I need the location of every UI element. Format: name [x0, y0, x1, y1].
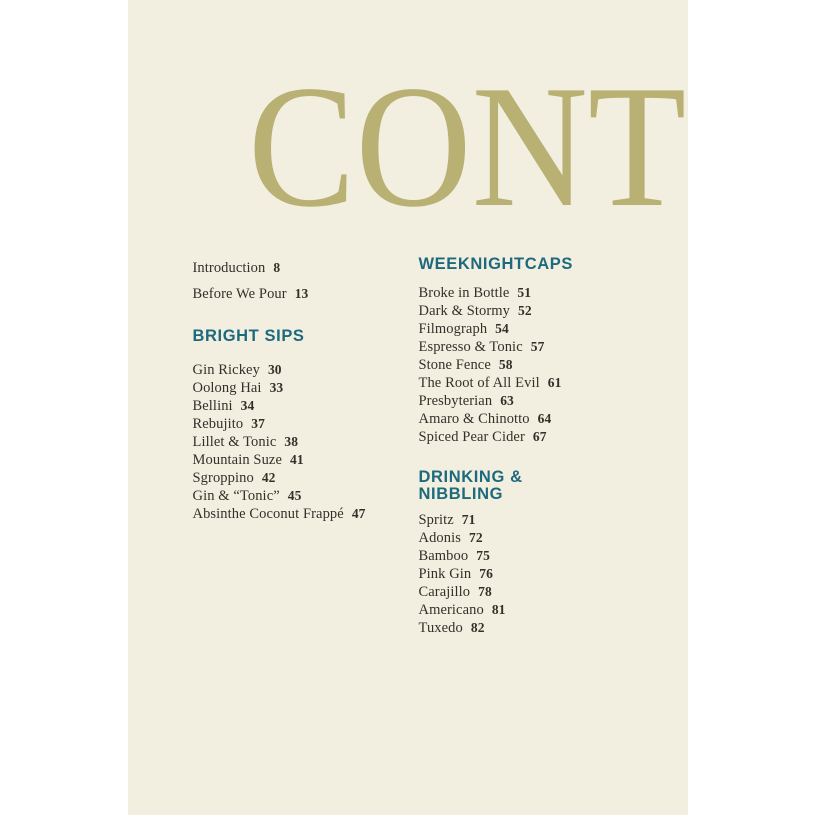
toc-entry — [419, 619, 506, 637]
entry-page-number: 45 — [287, 488, 302, 503]
section-heading-weeknightcaps: WEEKNIGHTCAPS — [418, 255, 573, 273]
entry-name: Broke in Bottle — [418, 285, 510, 301]
toc-entry — [419, 284, 562, 302]
entry-name: The Root of All Evil — [418, 375, 540, 391]
toc-entry — [419, 320, 562, 338]
entry-page-number: 81 — [491, 602, 506, 617]
toc-entry — [419, 511, 506, 529]
entry-page-number: 47 — [351, 506, 366, 521]
entry-name: Before We Pour — [192, 286, 287, 302]
entry-name: Introduction — [192, 260, 266, 276]
toc-entry — [419, 583, 506, 601]
entry-name: Spritz — [418, 512, 454, 528]
entry-name: Gin & “Tonic” — [192, 488, 280, 504]
entry-page-number: 33 — [269, 380, 284, 395]
entry-name: Espresso & Tonic — [418, 339, 523, 355]
entry-page-number: 42 — [261, 470, 276, 485]
entry-page-number: 37 — [251, 416, 265, 431]
entry-page-number: 82 — [470, 620, 485, 635]
entry-name: Bellini — [192, 398, 233, 414]
entry-name: Dark & Stormy — [418, 303, 511, 319]
toc-entry — [193, 433, 366, 451]
toc-entry — [419, 302, 562, 320]
entry-name: Pink Gin — [418, 566, 472, 582]
toc-entry — [193, 451, 366, 469]
entry-page-number: 58 — [498, 357, 513, 372]
toc-entry — [193, 259, 309, 277]
entry-page-number: 13 — [294, 286, 309, 301]
entry-page-number: 63 — [500, 393, 514, 408]
entry-name: Adonis — [418, 530, 461, 546]
entry-name: Filmograph — [418, 321, 488, 337]
entry-page-number: 67 — [532, 429, 547, 444]
entry-page-number: 61 — [547, 375, 562, 390]
entry-page-number: 78 — [478, 584, 492, 599]
entry-name: Oolong Hai — [192, 380, 262, 396]
toc-entry — [419, 428, 562, 446]
entry-page-number: 71 — [461, 512, 476, 527]
toc-entry — [193, 415, 366, 433]
entry-name: Stone Fence — [418, 357, 491, 373]
entry-name: Americano — [418, 602, 484, 618]
entry-name: Mountain Suze — [192, 452, 282, 468]
toc-entry — [419, 392, 562, 410]
entry-page-number: 64 — [537, 411, 552, 426]
entry-name: Gin Rickey — [192, 362, 260, 378]
section-heading-bright-sips: BRIGHT SIPS — [192, 327, 305, 345]
book-page — [128, 0, 688, 815]
entry-page-number: 51 — [517, 285, 532, 300]
entry-page-number: 57 — [530, 339, 545, 354]
entry-name: Amaro & Chinotto — [418, 411, 530, 427]
toc-entry — [419, 338, 562, 356]
entry-name: Carajillo — [418, 584, 471, 600]
entry-name: Spiced Pear Cider — [418, 429, 525, 445]
toc-entry — [419, 529, 506, 547]
section-heading-drinking-nibbling: DRINKING & NIBBLING — [418, 468, 523, 503]
entry-name: Lillet & Tonic — [192, 434, 277, 450]
entry-name: Tuxedo — [418, 620, 463, 636]
entry-name: Absinthe Coconut Frappé — [192, 506, 344, 522]
toc-entry — [419, 601, 506, 619]
entry-page-number: 34 — [240, 398, 255, 413]
toc-entry — [193, 379, 366, 397]
section-list-bright-sips — [193, 361, 366, 523]
toc-entry — [419, 356, 562, 374]
entry-name: Rebujito — [192, 416, 244, 432]
entry-page-number: 52 — [518, 303, 532, 318]
entry-page-number: 76 — [479, 566, 493, 581]
entry-page-number: 8 — [273, 260, 281, 275]
toc-entry — [193, 361, 366, 379]
toc-entry — [193, 285, 309, 303]
entry-page-number: 30 — [267, 362, 282, 377]
entry-page-number: 72 — [469, 530, 483, 545]
entry-page-number: 54 — [495, 321, 509, 336]
entry-name: Bamboo — [418, 548, 469, 564]
entry-name: Presbyterian — [418, 393, 493, 409]
entry-page-number: 75 — [476, 548, 490, 563]
toc-entry — [193, 505, 366, 523]
section-list-weeknightcaps — [419, 284, 562, 446]
contents-title: CONT — [247, 49, 686, 243]
toc-entry — [193, 397, 366, 415]
toc-entry — [419, 547, 506, 565]
toc-entry — [193, 469, 366, 487]
toc-entry — [419, 565, 506, 583]
entry-page-number: 38 — [284, 434, 299, 449]
front-matter-list — [193, 259, 309, 311]
toc-entry — [419, 374, 562, 392]
entry-name: Sgroppino — [192, 470, 254, 486]
entry-page-number: 41 — [290, 452, 304, 467]
toc-entry — [193, 487, 366, 505]
toc-entry — [419, 410, 562, 428]
section-list-drinking-nibbling — [419, 511, 506, 637]
